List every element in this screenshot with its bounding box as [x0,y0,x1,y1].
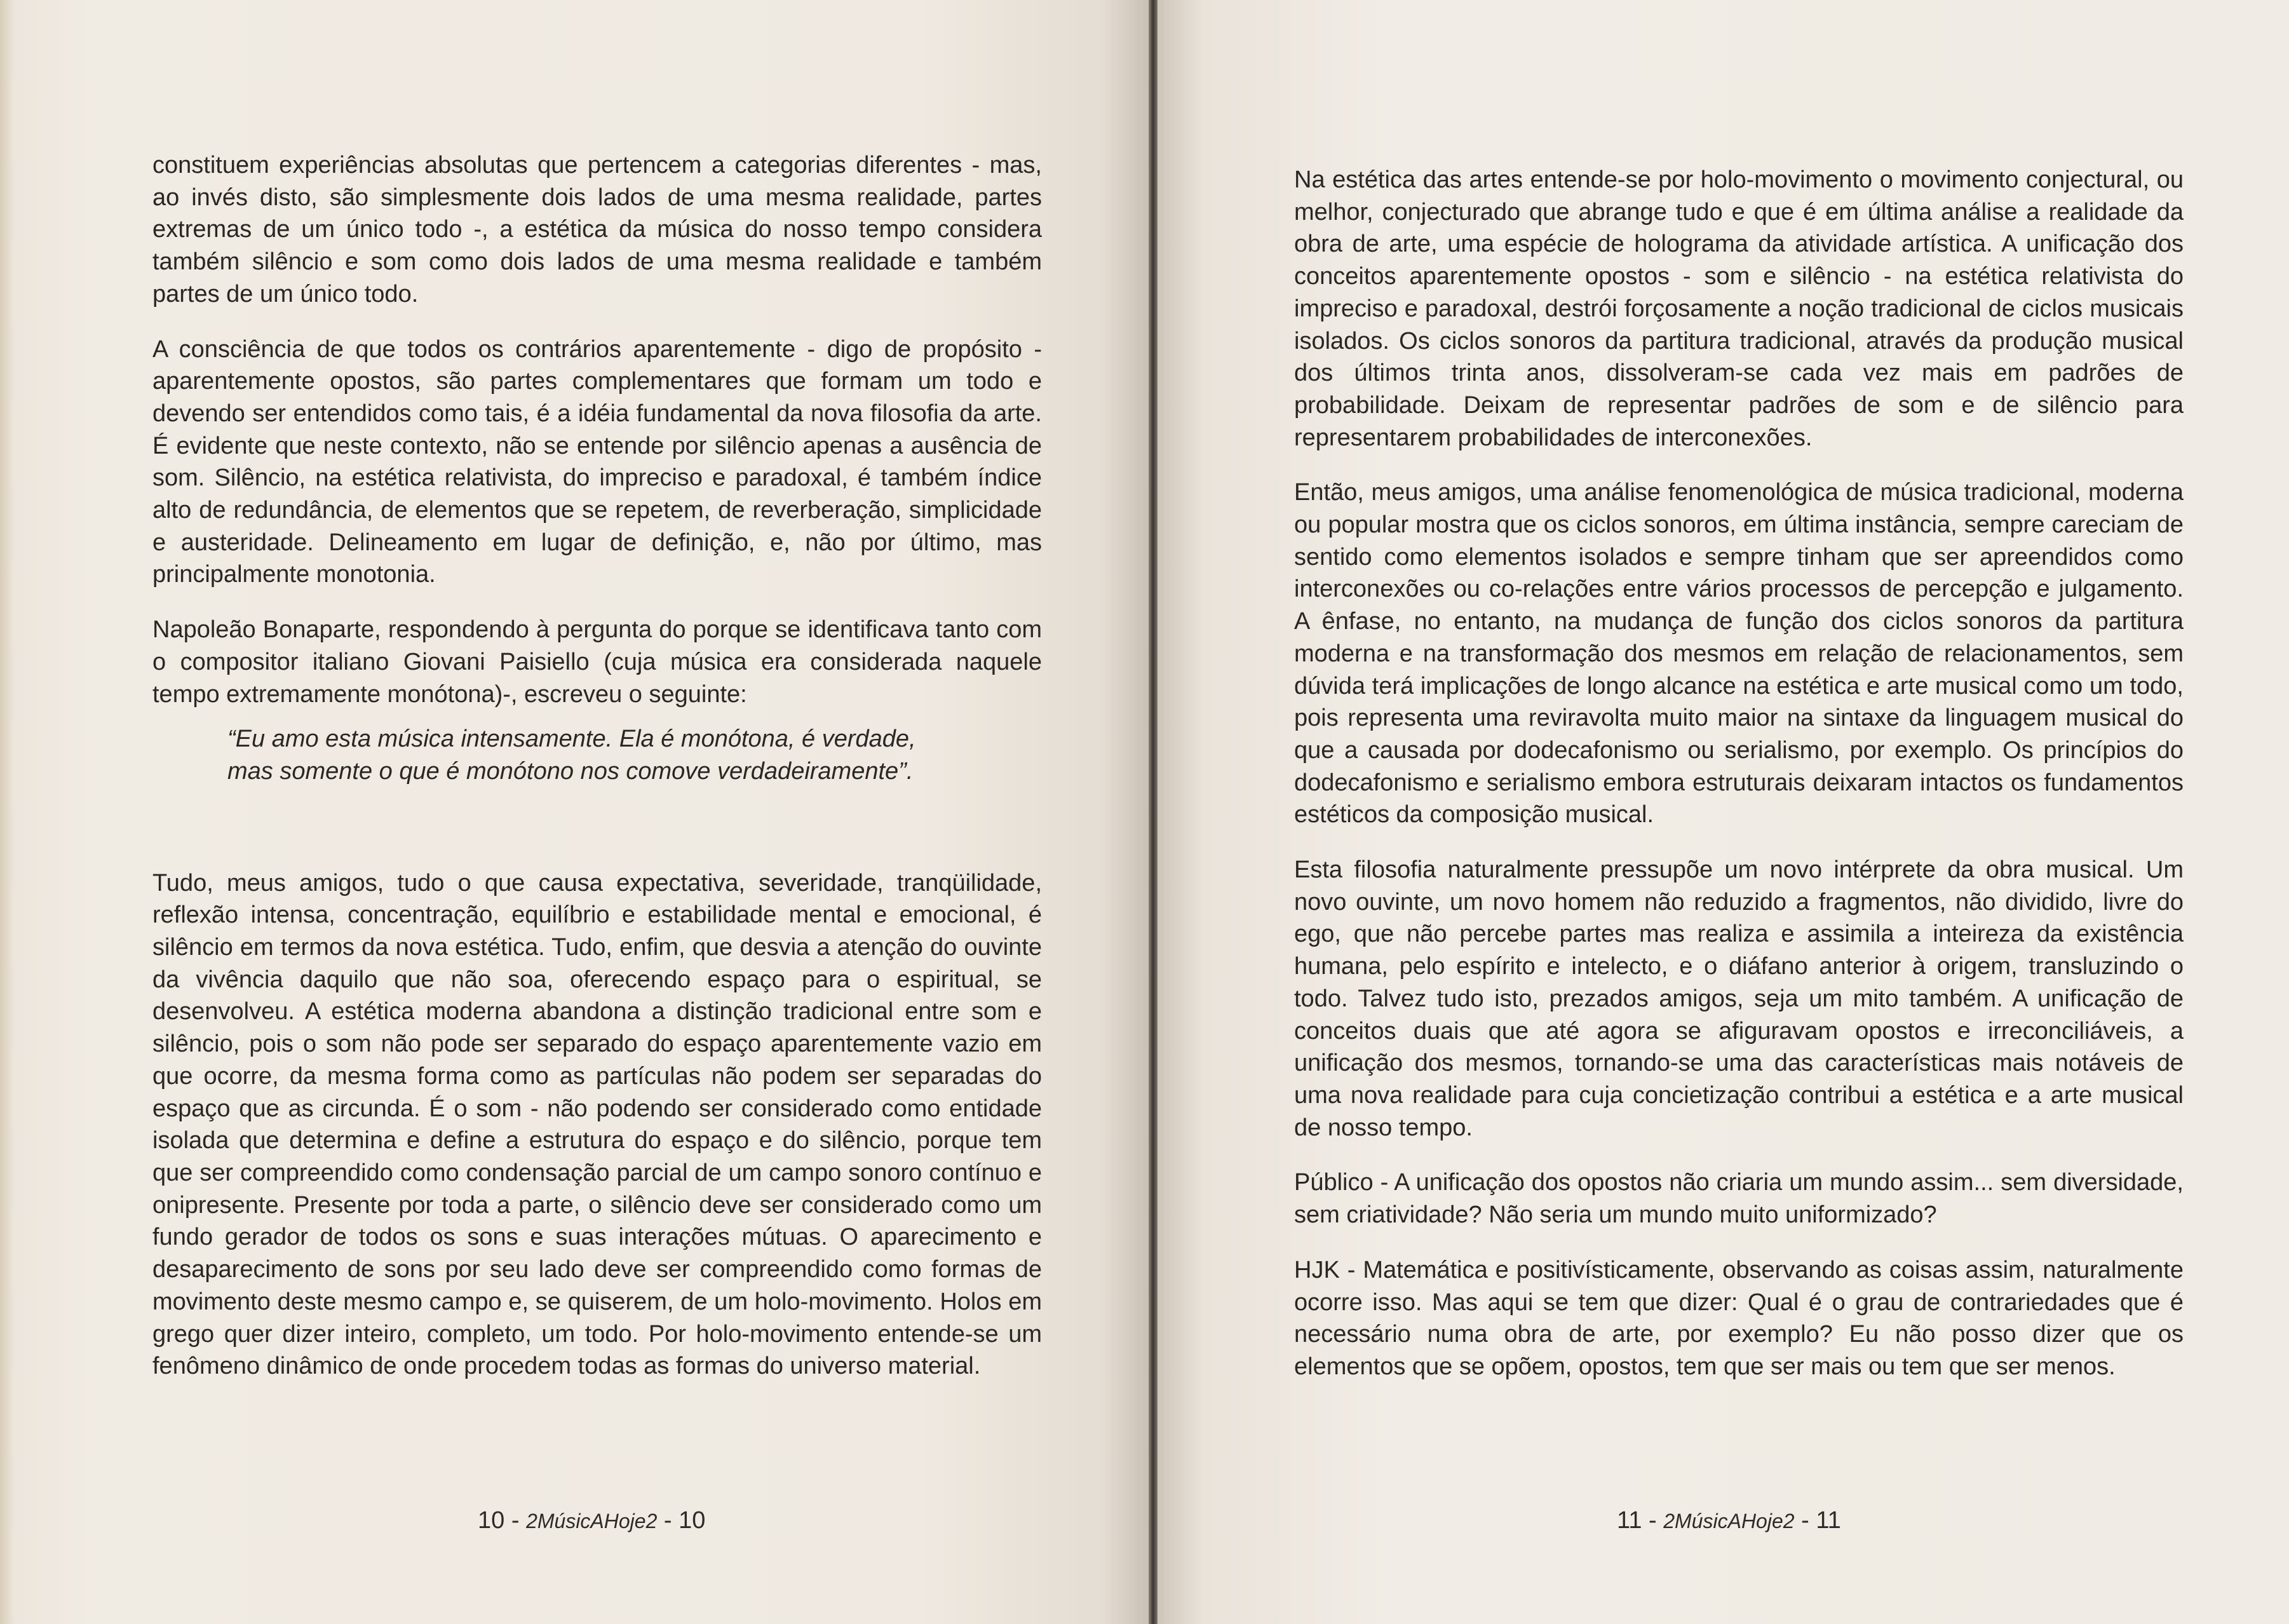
quote-line: “Eu amo esta música intensamente. Ela é monótona, é verdade, [227,726,916,753]
block-quote [152,723,1042,787]
paragraph: constituem experiências absolutas que pertencem a categorias diferentes - mas, ao invés disto, são simplesmente dois lados de uma mesma realidade, partes extremas de um único todo -, a estética da música do nosso tempo considera também silêncio e som como dois lados de uma mesma realidade e também partes de um único todo. [152,152,1042,308]
paragraph: Esta filosofia naturalmente pressupõe um novo intérprete da obra musical. Um novo ouvinte, um novo homem não reduzido a fragmentos, não dividido, livre do ego, que não percebe partes mas realiza e assimila a inteireza da existência humana, pelo espírito e intelecto, e o diáfano anterior à origem, transluzindo o todo. Talvez tudo isto, prezados amigos, seja um mito também. A unificação de conceitos duais que até agora se afiguravam opostos e irreconciliáveis, a unificação dos mesmos, tornando-se uma das características mais notáveis de uma nova realidade para cuja concietização contribui a estética e a arte musical de nosso tempo. [1294,856,2184,1141]
paragraph: Na estética das artes entende-se por holo-movimento o movimento conjectural, ou melhor, conjecturado que abrange tudo e que é em última análise a realidade da obra de arte, uma espécie de holograma da atividade artística. A unificação dos conceitos aparentemente opostos - som e silêncio - na estética relativista do impreciso e paradoxal, destrói forçosamente a noção tradicional de ciclos musicais isolados. Os ciclos sonoros da partitura tradicional, através da produção musical dos últimos trinta anos, dissolveram-se cada vez mais em padrões de probabilidade. Deixam de representar padrões de som e de silêncio para representarem probabilidades de interconexões. [1294,166,2184,451]
book-gutter [1149,0,1158,1624]
page-footer: 10 - 2MúsicAHoje2 - 10 [478,1507,706,1534]
right-page-text [1294,164,2184,1406]
paragraph: Então, meus amigos, uma análise fenomenológica de música tradicional, moderna ou popular mostra que os ciclos sonoros, em última instância, sempre careciam de sentido como elementos isolados e sempre tinham que ser apreendidos como interconexões ou co-relações entre vários processos de percepção e julgamento. A ênfase, no entanto, na mudança de função dos ciclos sonoros da partitura moderna e na transformação dos mesmos em relação de relacionamentos, sem dúvida terá implicações de longo alcance na estética e arte musical como um todo, pois representa uma reviravolta muito maior na sintaxe da linguagem musical do que a causada por dodecafonismo ou serialismo, por exemplo. Os princípios do dodecafonismo e serialismo embora estruturais deixaram intactos os fundamentos estéticos da composição musical. [1294,479,2184,829]
quote-line: mas somente o que é monótono nos comove verdadeiramente”. [227,757,914,785]
page-number: 11 [1617,1507,1642,1534]
page-footer: 11 - 2MúsicAHoje2 - 11 [1617,1507,1841,1534]
journal-title: 2MúsicAHoje2 [526,1510,658,1533]
page-edge [0,0,14,1624]
right-page [1158,0,2289,1624]
left-page-text [152,149,1042,1405]
page-number: 10 [478,1507,505,1534]
paragraph: Napoleão Bonaparte, respondendo à pergunta do porque se identificava tanto com o compositor italiano Giovani Paisiello (cuja música era considerada naquele tempo extremamente monótona)-, escreveu o seguinte: [152,616,1042,708]
page-number: 11 [1816,1507,1841,1534]
page-number: 10 [679,1507,706,1534]
journal-title: 2MúsicAHoje2 [1663,1510,1795,1533]
paragraph: Público - A unificação dos opostos não criaria um mundo assim... sem diversidade, sem criatividade? Não seria um mundo muito uniformizado? [1294,1169,2184,1229]
paragraph: HJK - Matemática e positivísticamente, observando as coisas assim, naturalmente ocorre isso. Mas aqui se tem que dizer: Qual é o grau de contrariedades que é necessário numa obra de arte, por exemplo? Eu não posso dizer que os elementos que se opõem, opostos, tem que ser mais ou tem que ser menos. [1294,1256,2184,1380]
paragraph: Tudo, meus amigos, tudo o que causa expectativa, severidade, tranqüilidade, reflexão intensa, concentração, equilíbrio e estabilidade mental e emocional, é silêncio em termos da nova estética. Tudo, enfim, que desvia a atenção do ouvinte da vivência daquilo que não soa, oferecendo espaço para o espiritual, se desenvolveu. A estética moderna abandona a distinção tradicional entre som e silêncio, pois o som não pode ser separado do espaço aparentemente vazio em que ocorre, da mesma forma como as partículas não podem ser separadas do espaço que as circunda. É o som - não podendo ser considerado como entidade isolada que determina e define a estrutura do espaço e do silêncio, porque tem que ser compreendido como condensação parcial de um campo sonoro contínuo e onipresente. Presente por toda a parte, o silêncio deve ser considerado como um fundo gerador de todos os sons e suas interações mútuas. O aparecimento e desaparecimento de sons por seu lado deve ser compreendido como formas de movimento deste mesmo campo e, se quiserem, de um holo-movimento. Holos em grego quer dizer inteiro, completo, um todo. Por holo-movimento entende-se um fenômeno dinâmico de onde procedem todas as formas do universo material. [152,869,1042,1380]
paragraph: A consciência de que todos os contrários aparentemente - digo de propósito - aparentemente opostos, são partes complementares que formam um todo e devendo ser entendidos como tais, é a idéia fundamental da nova filosofia da arte. É evidente que neste contexto, não se entende por silêncio apenas a ausência de som. Silêncio, na estética relativista, do impreciso e paradoxal, é também índice alto de redundância, de elementos que se repetem, de reverberação, simplicidade e austeridade. Delineamento em lugar de definição, e, não por último, mas principalmente monotonia. [152,335,1042,588]
